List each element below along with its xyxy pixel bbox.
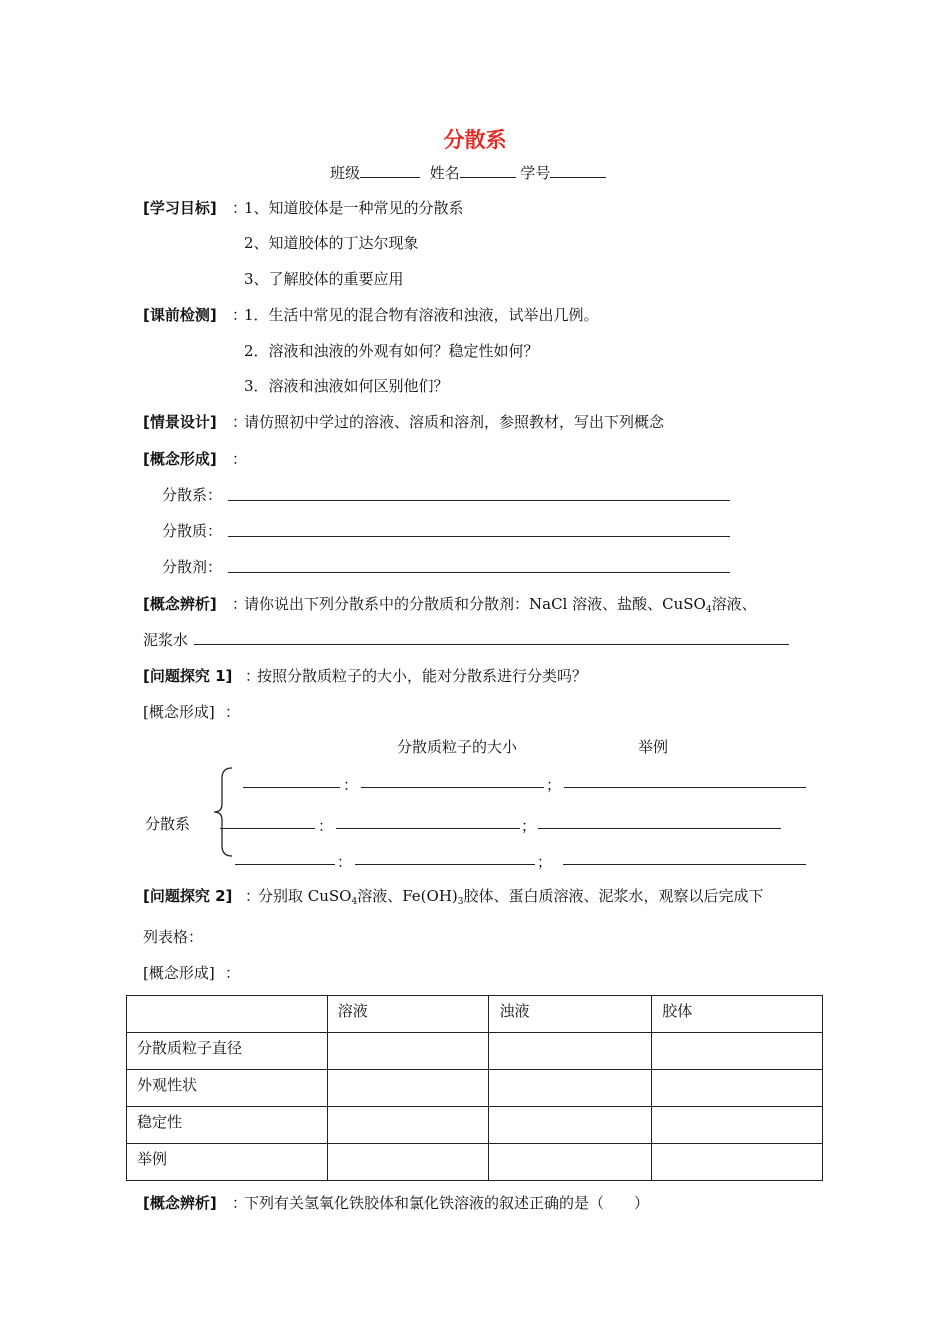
col-example-heading: 举例 bbox=[638, 738, 669, 756]
answer-line[interactable] bbox=[243, 787, 340, 788]
student-info bbox=[330, 162, 606, 183]
separator: ： bbox=[318, 817, 334, 835]
term-dispersed-phase: 分散质： bbox=[162, 522, 223, 540]
explore2-text bbox=[258, 885, 764, 907]
scenario-colon: ： bbox=[232, 413, 248, 431]
explore2-line2: 列表格： bbox=[143, 928, 204, 946]
table-cell[interactable] bbox=[652, 1070, 823, 1107]
separator: ； bbox=[537, 853, 553, 871]
analysis2-label: [概念辨析] bbox=[143, 1194, 217, 1212]
answer-line[interactable] bbox=[564, 787, 806, 788]
row-label: 稳定性 bbox=[127, 1107, 328, 1144]
precheck-item: 2．溶液和浊液的外观有如何？稳定性如何？ bbox=[244, 342, 539, 360]
explore2-t3: 胶体、蛋白质溶液、泥浆水，观察以后完成下 bbox=[463, 887, 764, 905]
term-dispersion-system: 分散系： bbox=[162, 486, 223, 504]
table-cell[interactable] bbox=[327, 1070, 489, 1107]
answer-line[interactable] bbox=[228, 500, 730, 501]
concept1-label: [概念形成] bbox=[143, 450, 217, 468]
answer-line[interactable] bbox=[538, 828, 781, 829]
answer-line[interactable] bbox=[220, 828, 315, 829]
analysis2-colon: ： bbox=[232, 1194, 248, 1212]
explore2-colon: ： bbox=[245, 887, 261, 905]
concept2-label: [概念形成] bbox=[143, 703, 215, 721]
table-header: 胶体 bbox=[652, 996, 823, 1033]
class-label: 班级 bbox=[330, 164, 361, 182]
table-cell[interactable] bbox=[489, 1144, 652, 1181]
analysis1-sub: 4 bbox=[705, 605, 712, 615]
goals-colon: ： bbox=[232, 199, 248, 217]
concept2-colon: ： bbox=[225, 703, 241, 721]
explore1-colon: ： bbox=[245, 667, 261, 685]
id-blank[interactable] bbox=[550, 163, 606, 178]
answer-line[interactable] bbox=[361, 787, 544, 788]
answer-line[interactable] bbox=[228, 572, 730, 573]
answer-line[interactable] bbox=[228, 536, 730, 537]
analysis1-text-b: 溶液、 bbox=[711, 595, 757, 613]
explore2-label: [问题探究 2] bbox=[143, 887, 233, 905]
row-label: 分散质粒子直径 bbox=[127, 1033, 328, 1070]
scenario-text: 请仿照初中学过的溶液、溶质和溶剂，参照教材，写出下列概念 bbox=[244, 413, 665, 431]
separator: ： bbox=[343, 776, 359, 794]
table-cell[interactable] bbox=[652, 1144, 823, 1181]
table-cell[interactable] bbox=[489, 1070, 652, 1107]
table-cell[interactable] bbox=[489, 1033, 652, 1070]
term-dispersion-medium: 分散剂： bbox=[162, 558, 223, 576]
table-cell[interactable] bbox=[652, 1107, 823, 1144]
table-cell[interactable] bbox=[652, 1033, 823, 1070]
explore1-label: [问题探究 1] bbox=[143, 667, 233, 685]
answer-line[interactable] bbox=[336, 828, 520, 829]
table-header bbox=[127, 996, 328, 1033]
goal-item: 3、了解胶体的重要应用 bbox=[244, 270, 404, 288]
table-cell[interactable] bbox=[327, 1107, 489, 1144]
precheck-item: 3．溶液和浊液如何区别他们？ bbox=[244, 377, 449, 395]
brace-icon bbox=[210, 766, 236, 858]
separator: ： bbox=[337, 853, 353, 871]
table-row bbox=[127, 1033, 823, 1070]
analysis1-text-a: 请你说出下列分散系中的分散质和分散剂：NaCl 溶液、盐酸、CuSO bbox=[244, 595, 706, 613]
row-label: 外观性状 bbox=[127, 1070, 328, 1107]
answer-line[interactable] bbox=[355, 864, 535, 865]
name-blank[interactable] bbox=[460, 163, 516, 178]
table-row bbox=[127, 1144, 823, 1181]
explore2-s2: 3 bbox=[457, 897, 464, 907]
explore2-t1: 分别取 CuSO bbox=[258, 887, 352, 905]
page-title: 分散系 bbox=[443, 128, 507, 152]
precheck-colon: ： bbox=[232, 306, 248, 324]
table-row bbox=[127, 1070, 823, 1107]
table-header: 浊液 bbox=[489, 996, 652, 1033]
analysis1-text bbox=[244, 593, 757, 615]
analysis2-text: 下列有关氢氧化铁胶体和氯化铁溶液的叙述正确的是（ ） bbox=[244, 1194, 650, 1212]
analysis1-colon: ： bbox=[232, 595, 248, 613]
answer-line[interactable] bbox=[563, 864, 806, 865]
analysis1-label: [概念辨析] bbox=[143, 595, 217, 613]
table-cell[interactable] bbox=[327, 1033, 489, 1070]
precheck-label: [课前检测] bbox=[143, 306, 217, 324]
scenario-label: [情景设计] bbox=[143, 413, 217, 431]
concept3-label: [概念形成] bbox=[143, 964, 215, 982]
explore1-text: 按照分散质粒子的大小，能对分散系进行分类吗？ bbox=[257, 667, 588, 685]
col-size-heading: 分散质粒子的大小 bbox=[397, 738, 518, 756]
goal-item: 2、知道胶体的丁达尔现象 bbox=[244, 234, 419, 252]
id-label: 学号 bbox=[520, 164, 551, 182]
precheck-item: 1．生活中常见的混合物有溶液和浊液，试举出几例。 bbox=[244, 306, 599, 324]
table-cell[interactable] bbox=[489, 1107, 652, 1144]
row-label: 举例 bbox=[127, 1144, 328, 1181]
table-header-row bbox=[127, 996, 823, 1033]
goal-item: 1、知道胶体是一种常见的分散系 bbox=[244, 199, 464, 217]
analysis1-line2: 泥浆水 bbox=[143, 631, 189, 649]
table-header: 溶液 bbox=[327, 996, 489, 1033]
concept1-colon: ： bbox=[232, 450, 248, 468]
table-row bbox=[127, 1107, 823, 1144]
answer-line[interactable] bbox=[235, 864, 335, 865]
explore2-t2: 溶液、Fe(OH) bbox=[357, 887, 458, 905]
concept3-colon: ： bbox=[225, 964, 241, 982]
separator: ； bbox=[546, 776, 562, 794]
class-blank[interactable] bbox=[360, 163, 420, 178]
explore2-s1: 4 bbox=[351, 897, 358, 907]
classification-row-label: 分散系 bbox=[145, 815, 191, 833]
goals-label: [学习目标] bbox=[143, 199, 217, 217]
name-label: 姓名 bbox=[429, 164, 460, 182]
comparison-table bbox=[126, 995, 823, 1181]
table-cell[interactable] bbox=[327, 1144, 489, 1181]
separator: ； bbox=[521, 817, 537, 835]
answer-line[interactable] bbox=[194, 644, 789, 645]
